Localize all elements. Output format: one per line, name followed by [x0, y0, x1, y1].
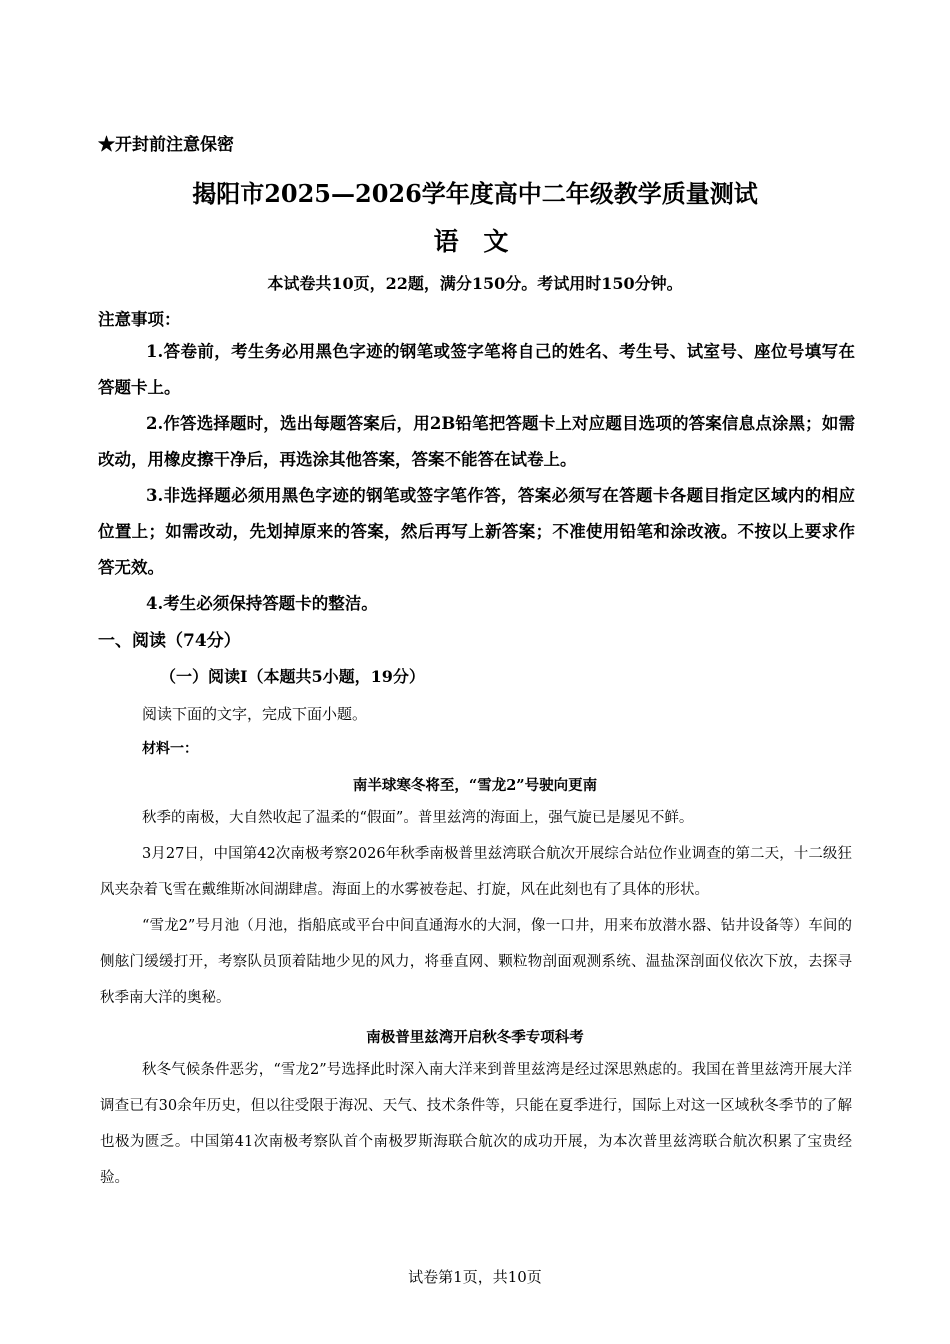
notice-item-2: 2.作答选择题时，选出每题答案后，用2B铅笔把答题卡上对应题目选项的答案信息点涂黑；如需改动，用橡皮擦干净后，再选涂其他答案，答案不能答在试卷上。 [98, 414, 855, 469]
material-label: 材料一： [142, 741, 198, 757]
reading-instruction: 阅读下面的文字，完成下面小题。 [142, 705, 368, 723]
article-heading-1: 南半球寒冬将至，“雪龙2”号驶向更南 [352, 777, 598, 794]
subject-title: 语 文 [433, 227, 517, 256]
subsection-heading: （一）阅读I（本题共5小题，19分） [160, 667, 425, 686]
page-footer: 试卷第1页，共10页 [408, 1268, 542, 1286]
exam-title: 揭阳市2025—2026学年度高中二年级教学质量测试 [192, 179, 758, 208]
notice-item-1: 1.答卷前，考生务必用黑色字迹的钢笔或签字笔将自己的姓名、考生号、试室号、座位号填写在答题卡上。 [98, 342, 855, 397]
article-paragraph-2: 3月27日，中国第42次南极考察2026年秋季南极普里兹湾联合航次开展综合站位作业调查的第二天，十二级狂风夹杂着飞雪在戴维斯冰间湖肆虐。海面上的水雾被卷起、打旋，风在此刻也有了具体的形状。 [100, 846, 852, 898]
notice-item-3: 3.非选择题必须用黑色字迹的钢笔或签字笔作答，答案必须写在答题卡各题目指定区域内的相应位置上；如需改动，先划掉原来的答案，然后再写上新答案；不准使用铅笔和涂改液。不按以上要求作答无效。 [98, 486, 855, 577]
notice-heading: 注意事项： [98, 310, 181, 329]
article-paragraph-1: 秋季的南极，大自然收起了温柔的“假面”。普里兹湾的海面上，强气旋已是屡见不鲜。 [142, 810, 694, 826]
article-heading-2: 南极普里兹湾开启秋冬季专项科考 [366, 1029, 584, 1046]
article-paragraph-4: 秋冬气候条件恶劣，“雪龙2”号选择此时深入南大洋来到普里兹湾是经过深思熟虑的。我国在普里兹湾开展大洋调查已有30余年历史，但以往受限于海况、天气、技术条件等，只能在夏季进行，国际上对这一区域秋冬季节的了解也极为匮乏。中国第41次南极考察队首个南极罗斯海联合航次的成功开展，为本次普里兹湾联合航次积累了宝贵经验。 [100, 1062, 852, 1186]
notice-item-4: 4.考生必须保持答题卡的整洁。 [146, 594, 378, 613]
confidential-notice: ★开封前注意保密 [98, 135, 234, 155]
exam-info: 本试卷共10页，22题，满分150分。考试用时150分钟。 [267, 274, 683, 293]
article-paragraph-3: “雪龙2”号月池（月池，指船底或平台中间直通海水的大洞，像一口井，用来布放潜水器、钻井设备等）车间的侧舷门缓缓打开，考察队员顶着陆地少见的风力，将垂直网、颗粒物剖面观测系统、温盐深剖面仪依次下放，去探寻秋季南大洋的奥秘。 [100, 918, 852, 1006]
section-heading: 一、阅读（74分） [98, 631, 241, 651]
